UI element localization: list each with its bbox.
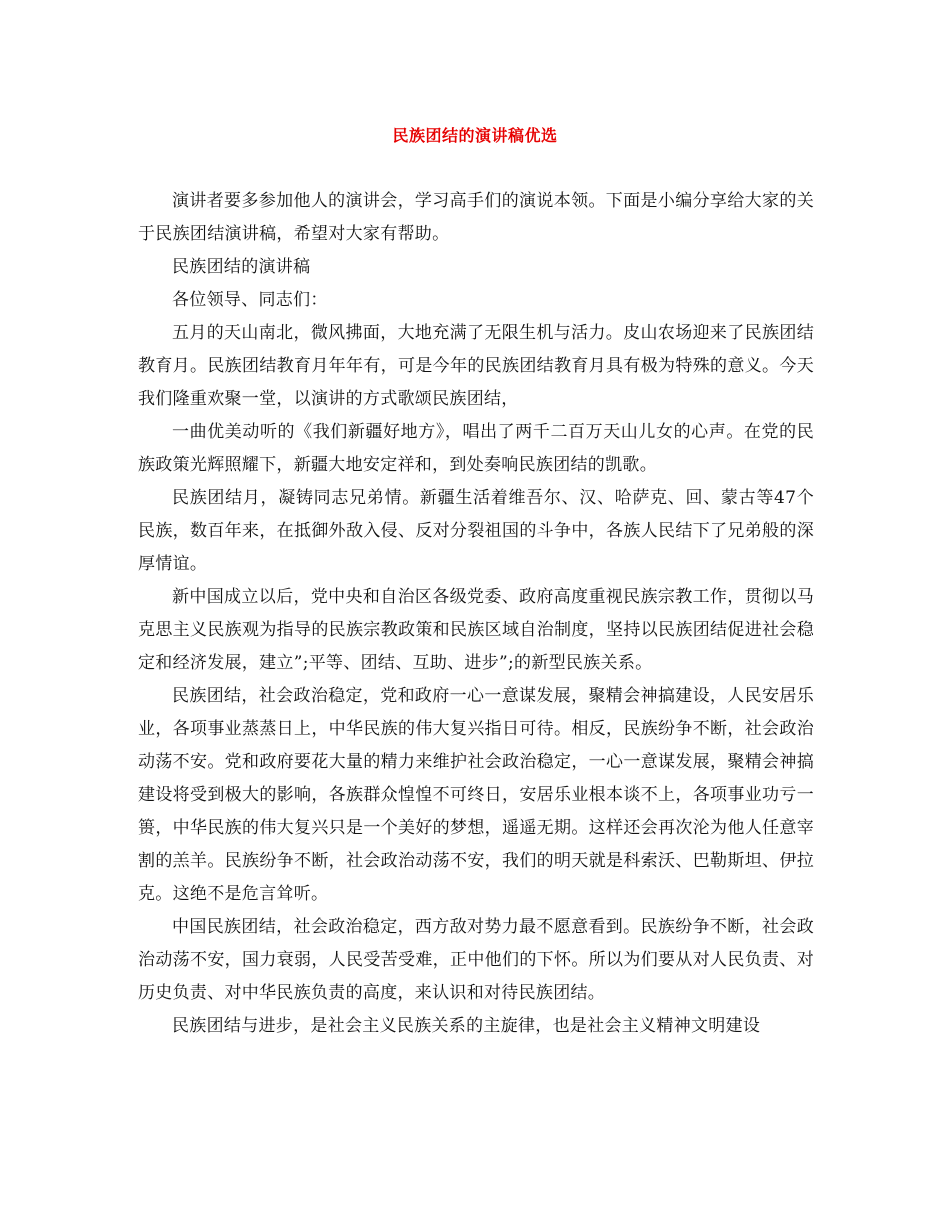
paragraph-song: 一曲优美动听的《我们新疆好地方》，唱出了两千二百万天山儿女的心声。在党的民族政策光辉照耀下，新疆大地安定祥和，到处奏响民族团结的凯歌。 — [138, 422, 814, 475]
paragraph-progress: 民族团结与进步，是社会主义民族关系的主旋律，也是社会主义精神文明建设 — [172, 1016, 761, 1036]
paragraph-intro: 演讲者要多参加他人的演讲会，学习高手们的演说本领。下面是小编分享给大家的关于民族团结演讲稿，希望对大家有帮助。 — [138, 191, 814, 244]
document-title: 民族团结的演讲稿优选 — [392, 126, 558, 145]
paragraph-stability: 民族团结，社会政治稳定，党和政府一心一意谋发展，聚精会神搞建设，人民安居乐业，各项事业蒸蒸日上，中华民族的伟大复兴指日可待。相反，民族纷争不断，社会政治动荡不安。党和政府要花大量的精力来维护社会政治稳定，一心一意谋发展，聚精会神搞建设将受到极大的影响，各族群众惶惶不可终日，安居乐业根本谈不上，各项事业功亏一篑，中华民族的伟大复兴只是一个美好的梦想，遥遥无期。这样还会再次沦为他人任意宰割的羔羊。民族纷争不断，社会政治动荡不安，我们的明天就是科索沃、巴勒斯坦、伊拉克。这绝不是危言耸听。 — [138, 686, 814, 904]
paragraph-speech-heading: 民族团结的演讲稿 — [172, 257, 311, 277]
document-body — [138, 185, 814, 1043]
paragraph-salutation: 各位领导、同志们： — [172, 290, 328, 310]
paragraph-unity-month: 民族团结月，凝铸同志兄弟情。新疆生活着维吾尔、汉、哈萨克、回、蒙古等47个民族，数百年来，在抵御外敌入侵、反对分裂祖国的斗争中，各族人民结下了兄弟般的深厚情谊。 — [138, 488, 814, 574]
paragraph-western-forces: 中国民族团结，社会政治稳定，西方敌对势力最不愿意看到。民族纷争不断，社会政治动荡不安，国力衰弱，人民受苦受难，正中他们的下怀。所以为们要从对人民负责、对历史负责、对中华民族负责的高度，来认识和对待民族团结。 — [138, 917, 814, 1003]
paragraph-new-china: 新中国成立以后，党中央和自治区各级党委、政府高度重视民族宗教工作，贯彻以马克思主义民族观为指导的民族宗教政策和民族区域自治制度，坚持以民族团结促进社会稳定和经济发展，建立”;平等、团结、互助、进步”;的新型民族关系。 — [138, 587, 814, 673]
paragraph-may-tianshan: 五月的天山南北，微风拂面，大地充满了无限生机与活力。皮山农场迎来了民族团结教育月。民族团结教育月年年有，可是今年的民族团结教育月具有极为特殊的意义。今天我们隆重欢聚一堂，以演讲的方式歌颂民族团结， — [138, 323, 814, 409]
